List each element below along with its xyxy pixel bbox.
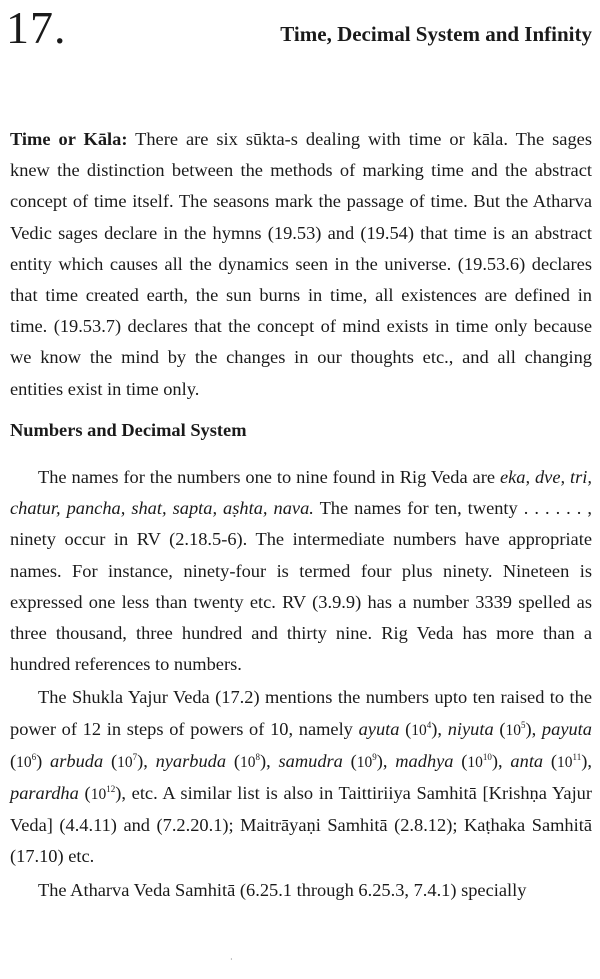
power-exponent: 4 (426, 719, 432, 730)
number-names-list: eka, dve, tri, chatur, pancha, shat, sapta, aṣhta, nava. (10, 467, 592, 519)
chapter-title: Time, Decimal System and Infinity (280, 22, 592, 46)
power-base: 10 (467, 753, 483, 771)
power-term: arbuda $(10^7)$ (50, 750, 144, 771)
powers-text: etc. A similar list is also in Taittiriiya Samhitā [Krishṇa Yajur Veda] (4.4.11) and (7.2.20.1); Maitrāyaṇi Samhitā (2.8.12); Kaṭhaka Samhitā (17.10) etc. (10, 783, 592, 867)
power-term: parardha $(10^{12})$ (10, 783, 122, 804)
power-term: madhya $(10^{10})$ (395, 750, 499, 771)
power-exponent: 10 (482, 751, 492, 762)
power-term: anta $(10^{11})$ (510, 750, 588, 771)
power-term-name: parardha (10, 783, 79, 804)
power-term: nyarbuda $(10^8)$ (155, 750, 267, 771)
power-term: niyuta $(10^5)$ (447, 718, 532, 739)
power-terms-list: ayuta $(10^4)$, niyuta $(10^5)$, payuta $(10^6)$ arbuda $(10^7)$, nyarbuda $(10^8)$, samudra $(10^9)$, madhya $(10^{10})$, anta $(10^{11})$, parardha $(10^{12})$ (10, 718, 592, 804)
power-term-name: payuta (541, 718, 592, 739)
power-term: payuta $(10^6)$ (10, 718, 592, 771)
power-term-name: niyuta (447, 718, 494, 739)
atharva-text: The Atharva Veda Samhitā (6.25.1 through 6.25.3, 7.4.1) specially (38, 879, 527, 900)
power-term-name: arbuda (50, 750, 104, 771)
power-base: 10 (557, 753, 573, 771)
time-lead-term: Time or Kāla: (10, 129, 128, 149)
power-base: 10 (90, 786, 107, 804)
power-exponent: 5 (521, 719, 526, 730)
power-exponent: 8 (255, 751, 260, 762)
stray-mark: · (230, 955, 233, 964)
power-exponent: 11 (572, 751, 582, 762)
power-base: 10 (356, 753, 373, 771)
paragraph-time (10, 124, 592, 405)
paragraph-atharva (10, 875, 592, 906)
power-base: 10 (505, 721, 521, 739)
power-term: ayuta $(10^4)$ (358, 718, 438, 739)
number-names-text: The names for ten, twenty . . . . . . , ninety occur in RV (2.18.5-6). The intermediate numbers have appropriate names. For instance, ninety-four is termed four plus ninety. Nineteen is expressed one less than twenty etc. RV (3.9.9) has a number 3339 spelled as three thousand, three hundred and thirty nine. Rig Veda has more than a hundred references to numbers. (10, 498, 592, 675)
power-base: 10 (411, 721, 427, 739)
paragraph-powers: The Shukla Yajur Veda (17.2) mentions the numbers upto ten raised to the power of 12 in steps of powers of 10, namely ayuta $(10^4)$, niyuta $(10^5)$, payuta $(10^6)$ arbuda $(10^7)$, nyarbuda $(10^8)$, samudra $(10^9)$, madhya $(10^{10})$, anta $(10^{11})$, parardha $(10^{12})$, etc. A similar list is also in Taittiriiya Samhitā [Krishṇa Yajur Veda] (4.4.11) and (7.2.20.1); Maitrāyaṇi Samhitā (2.8.12); Kaṭhaka Samhitā (17.10) etc. (10, 687, 592, 867)
page-body (10, 124, 592, 906)
power-exponent: 7 (132, 751, 138, 762)
power-term-name: samudra (278, 750, 343, 771)
number-names-intro: The names for the numbers one to nine found in Rig Veda are (38, 467, 496, 488)
power-base: 10 (239, 753, 256, 771)
power-term-name: madhya (395, 750, 454, 771)
power-base: 10 (16, 753, 32, 771)
power-base: 10 (117, 753, 133, 771)
section-heading-numbers: Numbers and Decimal System (10, 419, 247, 440)
chapter-number: 17. (6, 2, 67, 53)
power-term-name: nyarbuda (155, 750, 227, 771)
power-term-name: ayuta (358, 718, 400, 739)
power-exponent: 6 (31, 751, 37, 762)
power-term-name: anta (510, 750, 544, 771)
power-exponent: 9 (372, 751, 377, 762)
time-text: There are six sūkta-s dealing with time or kāla. The sages knew the distinction between the methods of marking time and the abstract concept of time itself. The seasons mark the passage of time. But the Atharva Vedic sages declare in the hymns (19.53) and (19.54) that time is an abstract entity which causes all the dynamics seen in the universe. (19.53.6) declares that time created earth, the sun burns in time, all existences are defined in time. (19.53.7) declares that the concept of mind exists in time only because we know the mind by the changes in our thoughts etc., and all changing entities exist in time only. (10, 129, 592, 399)
powers-intro: The Shukla Yajur Veda (17.2) mentions the numbers upto ten raised to the power of 12 in steps of powers of 10, namely (10, 687, 592, 739)
paragraph-number-names (10, 462, 592, 680)
power-term: samudra $(10^9)$ (278, 750, 383, 771)
power-exponent: 12 (106, 783, 116, 794)
